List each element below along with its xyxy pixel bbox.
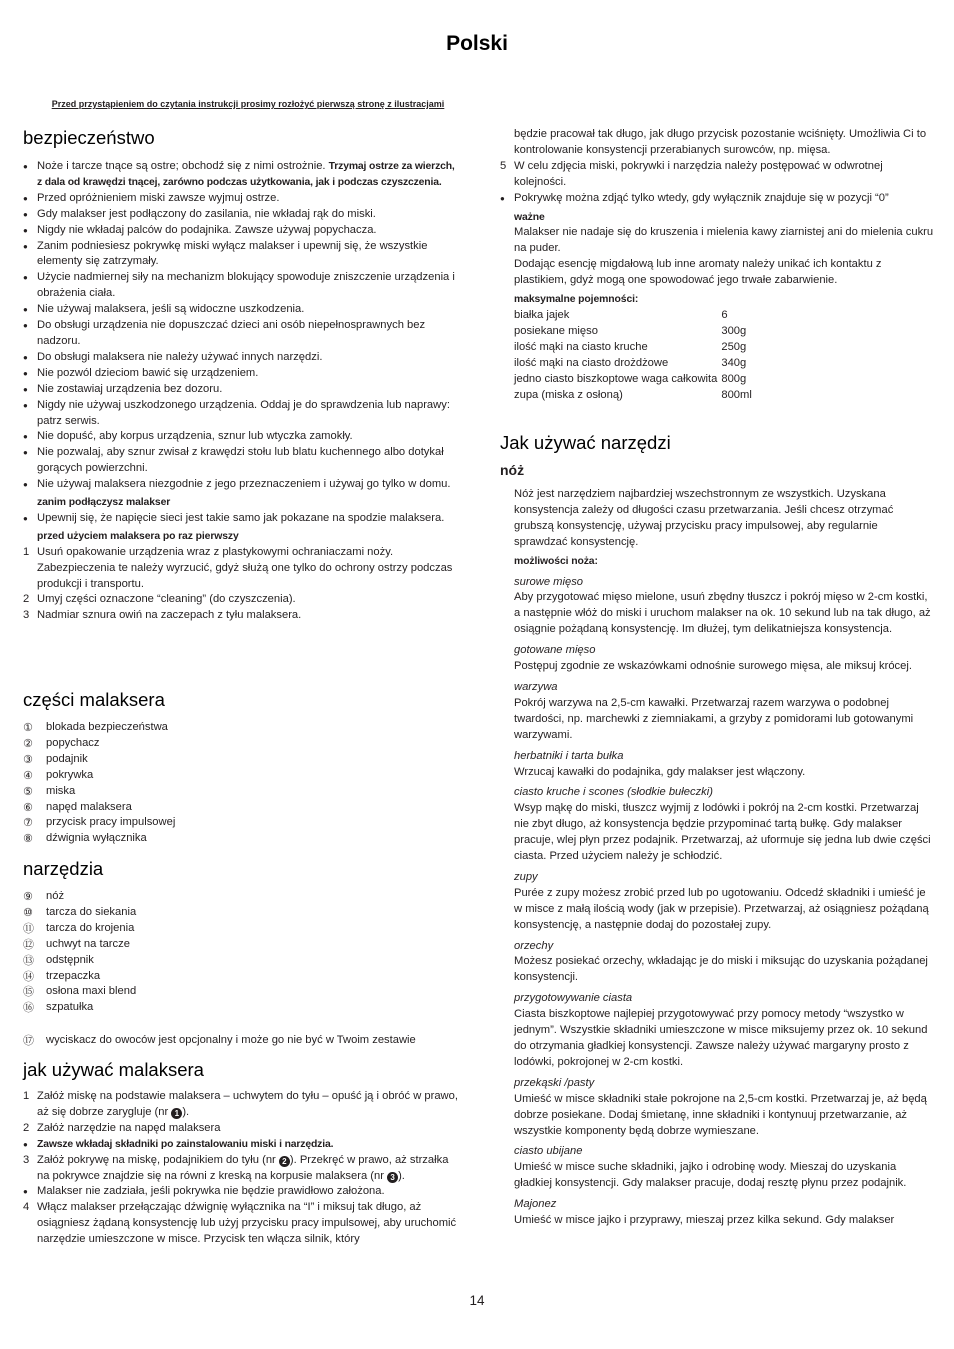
bullet-icon: ● [500,193,505,203]
list-item: ⑭ trzepaczka [23,969,101,983]
list-item: ⑫ uchwyt na tarcze [23,937,130,951]
bullet-icon: ● [23,352,28,362]
list-item: przygotowywanie ciasta Ciasta biszkoptowe najlepiej przygotowywać przy pomocy metody “wszystko w jednym”. Wszystkie składniki umieszczone w misce miksujemy przez ok. 10 sekund do otrzymania gładkiej konsystencji. Zawsze należy używać margaryny prosto z lodówki, pokrojonej w 2-cm kostki. [514,992,928,1068]
list-item: przekąski /pasty Umieść w misce składniki stałe pokrojone na 2,5-cm kostki. Przetwarzaj je, aż będą dobrze posiekane. Dodaj śmietanę, inne składniki i kontynuuj przetwarzanie, aż wszystkie komponenty będą dobrze wymieszane. [514,1076,927,1137]
tools-list [23,889,460,1016]
list-item: ● Pokrywkę można zdjąć tylko wtedy, gdy wyłącznik znajduje się w pozycji “0” [500,191,934,207]
bullet-icon: ● [23,400,28,410]
important-heading: ważne [514,211,545,223]
bullet-icon: ● [23,321,28,331]
table-row: posiekane mięso 300g [514,324,747,337]
knife-text: Nóż jest narzędziem najbardziej wszechstronnym ze wszystkich. Uzyskana konsystencja zależy od długości czasu przetwarzania. Jeśli chcesz otrzymać grubszą konsystencję, używaj przycisku pracy impulsowej, aby regularnie sprawdzać konsystencję. [514,488,894,548]
table-row: ilość mąki na ciasto drożdżowe 340g [514,356,747,369]
usage-steps-continued [500,127,934,403]
list-item: 3 Załóż pokrywę na miskę, podajnikiem do tyłu (nr 2 ). Przekręć w prawo, aż strzałka na pokrywce znajdzie się na równi z kreską na korpusie malaksera (nr 3 ). [23,1153,449,1182]
list-item: ⑰ wyciskacz do owoców jest opcjonalny i może go nie być w Twoim zestawie [23,1034,416,1047]
list-item: ● Nie pozwól dzieciom bawić się urządzeniem. [23,366,460,382]
list-item: ● Przed opróżnieniem miski zawsze wyjmuj ostrze. [23,191,460,207]
list-item: 1 Załóż miskę na podstawie malaksera – uchwytem do tyłu – opuść ją i obróć w prawo, aż się dobrze zarygluje (nr 1 ). [23,1090,458,1118]
plug-heading: zanim podłączysz malakser [37,497,171,509]
list-item: ② popychacz [23,736,100,750]
figure-number-3-icon: 3 [387,1172,398,1183]
knife-section [500,487,934,1229]
page-number: 14 [469,1293,485,1308]
list-item: ⑮ osłona maxi blend [23,985,137,999]
list-item: 2 Umyj części oznaczone “cleaning” (do czyszczenia). [23,593,296,606]
bullet-icon: ● [23,513,28,523]
list-item: ● Do obsługi urządzenia nie dopuszczać dzieci ani osób niepełnosprawnych bez nadzoru. [23,319,426,347]
list-item: 4 Włącz malakser przełączając dźwignię wyłącznika na “I” i miksuj tak długo, aż osiągniesz żądaną konsystencję lub użyj przycisku pracy impulsowej, aby uruchomić narzędzie umieszczone w misce. Przycisk ten włącza silnik, który [23,1201,457,1246]
knife-heading: nóż [500,462,525,478]
list-item: ④ pokrywka [23,768,94,782]
tools-heading: narzędzia [23,858,104,879]
list-item: ● Zanim podniesiesz pokrywkę miski wyłącz malakser i upewnij się, że wszystkie elementy się zatrzymały. [23,239,428,268]
list-item: ⑬ odstępnik [23,953,94,967]
list-item: ⑪ tarcza do krojenia [23,921,135,935]
list-item: ● Nie zostawiaj urządzenia bez dozoru. [23,382,460,398]
usage-steps [23,1089,460,1248]
bullet-icon: ● [23,273,28,283]
list-item: ● Użycie nadmiernej siły na mechanizm blokujący spowoduje zniszczenie urządzenia i obrażenia ciała. [23,271,455,300]
list-item: 2 Załóż narzędzie na napęd malaksera [23,1121,221,1134]
list-item: surowe mięso Aby przygotować mięso mielone, usuń zbędny tłuszcz i pokrój mięso w 2-cm kostki, a następnie włóż do miski i uruchom malakser na ok. 10 sekund lub na tak długo, aż osiągnie pożądaną konsystencję. Im dłużej, tym delikatniejsza konsystencja. [514,575,931,636]
list-item: Majonez Umieść w misce jajko i przyprawy, mieszaj przez kilka sekund. Gdy malakser [514,1198,895,1227]
list-item: ciasto kruche i scones (słodkie bułeczki) Wsyp mąkę do miski, tłuszcz wyjmij z lodówki i pokrój na 2-cm kostki. Przetwarzaj nie zbyt długo, aż konsystencja będzie przypominać tartą bułkę. Gdy malakser pracuje, wlej płyn przez podajnik. Przetwarzaj, aż uformuje się jedna lub dwie części ciasta. Przed użyciem należy je schłodzić. [514,786,931,863]
bullet-icon: ● [23,384,28,394]
list-item: 5 W celu zdjęcia miski, pokrywki i narzędzia należy postępować w odwrotnej kolejności. [500,159,883,188]
safety-heading: bezpieczeństwo [23,127,155,148]
bullet-icon: ● [23,368,28,378]
list-item: ● Nigdy nie używaj uszkodzonego urządzenia. Oddaj je do sprawdzenia lub naprawy: patrz serwis. [23,398,450,427]
list-item: ● Upewnij się, że napięcie sieci jest takie samo jak pokazane na spodzie malaksera. [23,511,460,527]
list-item: 1 Usuń opakowanie urządzenia wraz z plastykowymi ochraniaczami noży. Zabezpieczenia te należy wyrzucić, gdyż służą one tylko do ochrony ostrzy podczas produkcji i transportu. [23,545,453,590]
safety-list [23,159,460,624]
bullet-icon: ● [23,225,28,235]
list-item: 3 Nadmiar sznura owiń na zaczepach z tyłu malaksera. [23,609,302,622]
list-item: zupy Purée z zupy możesz zrobić przed lub po ugotowaniu. Odcedź składniki i umieść je w misce z małą ilością wody (jak w przepisie). Przetwarzaj, aż osiągniesz pożądaną konsystencję, a następnie dodaj do pozostałej zupy. [514,870,929,931]
possibilities-heading: możliwości noża: [514,555,598,567]
figure-number-1-icon: 1 [171,1108,182,1119]
list-item: ③ podajnik [23,752,88,766]
bullet-icon: ● [23,305,28,315]
bullet-icon: ● [23,1187,28,1197]
list-item: ciasto ubijane Umieść w misce suche składniki, jajko i odrobinę wody. Mieszaj do uzyskania gładkiej konsystencji. Gdy malakser pracuje, dodaj resztę płynu przez podajnik. [514,1145,907,1190]
list-item: ⑨ nóż [23,890,65,903]
list-item: ⑧ dźwignia wyłącznika [23,832,147,846]
list-item: ● Nigdy nie wkładaj palców do podajnika. Zawsze używaj popychacza. [23,223,460,239]
list-item: herbatniki i tarta bułka Wrzucaj kawałki do podajnika, gdy malakser jest włączony. [514,749,806,778]
list-item: ⑥ napęd malaksera [23,800,132,814]
table-row: ilość mąki na ciasto kruche 250g [514,340,747,353]
list-item: orzechy Możesz posiekać orzechy, wkładając je do miski i miksując do uzyskania pożądanej konsystencji. [514,939,928,984]
first-use-heading: przed użyciem malaksera po raz pierwszy [37,530,239,542]
table-row: zupa (miska z osłoną) 800ml [514,388,752,401]
list-item: ● Do obsługi malaksera nie należy używać innych narzędzi. [23,350,460,366]
list-item: ① blokada bezpieczeństwa [23,721,168,734]
list-item: gotowane mięso Postępuj zgodnie ze wskazówkami odnośnie surowego mięsa, ale miksuj krócej. [514,644,912,673]
optional-tool-note [23,1033,460,1049]
bullet-icon: ● [23,480,28,490]
important-text: Dodając esencję migdałową lub inne aromaty należy unikać ich kontaktu z plastikiem, gdyż mogą one spowodować jego trwałe zabarwienie. [514,258,882,287]
list-item: ⑤ miska [23,784,76,798]
bullet-icon: ● [23,1139,28,1149]
tool-use-heading: Jak używać narzędzi [500,432,671,453]
bullet-icon: ● [23,432,28,442]
list-item: ⑯ szpatułka [23,1001,94,1015]
list-item: ⑩ tarcza do siekania [23,905,137,919]
list-item: warzywa Pokrój warzywa na 2,5-cm kawałki. Przetwarzaj razem warzywa o podobnej twardości, np. marchewki z ziemniakami, a grzyby z pomidorami lub gotowanymi warzywami. [514,680,914,741]
bullet-icon: ● [23,162,28,171]
step4-continued: będzie pracował tak długo, jak długo przycisk pozostanie wciśnięty. Umożliwia Ci to kontrolowanie konsystencji przerabianych surowców, np. mięsa. [514,128,927,156]
list-item: ● Nie dopuść, aby korpus urządzenia, sznur lub wtyczka zamokły. [23,429,460,445]
page-title: Polski [446,32,508,55]
list-item: ● Nie używaj malaksera niezgodnie z jego przeznaczeniem i używaj go tylko w domu. [23,477,460,493]
list-item: ⑦ przycisk pracy impulsowej [23,816,176,830]
list-item: ● Gdy malakser jest podłączony do zasilania, nie wkładaj rąk do miski. [23,207,460,223]
list-item: ● Noże i tarcze tnące są ostre; obchodź się z nimi ostrożnie. Trzymaj ostrze za wierzch, z dala od krawędzi tnącej, zarówno podczas użytkowania, jak i podczas czyszczenia. [23,160,455,188]
capacity-heading: maksymalne pojemności: [514,294,639,306]
bullet-icon: ● [23,193,28,203]
list-item: ● Zawsze wkładaj składniki po zainstalowaniu miski i narzędzia. [23,1137,460,1153]
intro-note: Przed przystąpieniem do czytania instrukcji prosimy rozłożyć pierwszą stronę z ilustracjami [51,99,445,109]
usage-heading: jak używać malaksera [23,1059,204,1080]
list-item: ● Nie używaj malaksera, jeśli są widoczne uszkodzenia. [23,302,460,318]
figure-number-2-icon: 2 [279,1156,290,1167]
important-text: Malakser nie nadaje się do kruszenia i mielenia kawy ziarnistej ani do mielenia cukru na puder. [514,226,934,255]
parts-heading: części malaksera [23,689,165,710]
bullet-icon: ● [23,241,28,251]
bullet-icon: ● [23,448,28,458]
table-row: jedno ciasto biszkoptowe waga całkowita 800g [514,372,747,385]
list-item: ● Malakser nie zadziała, jeśli pokrywka nie będzie prawidłowo założona. [23,1184,460,1200]
capacity-table [514,308,752,403]
list-item: ● Nie pozwalaj, aby sznur zwisał z krawędzi stołu lub blatu kuchennego albo dotykał gorących powierzchni. [23,446,444,475]
bullet-icon: ● [23,209,28,219]
table-row: białka jajek 6 [514,308,728,321]
parts-list [23,720,460,847]
